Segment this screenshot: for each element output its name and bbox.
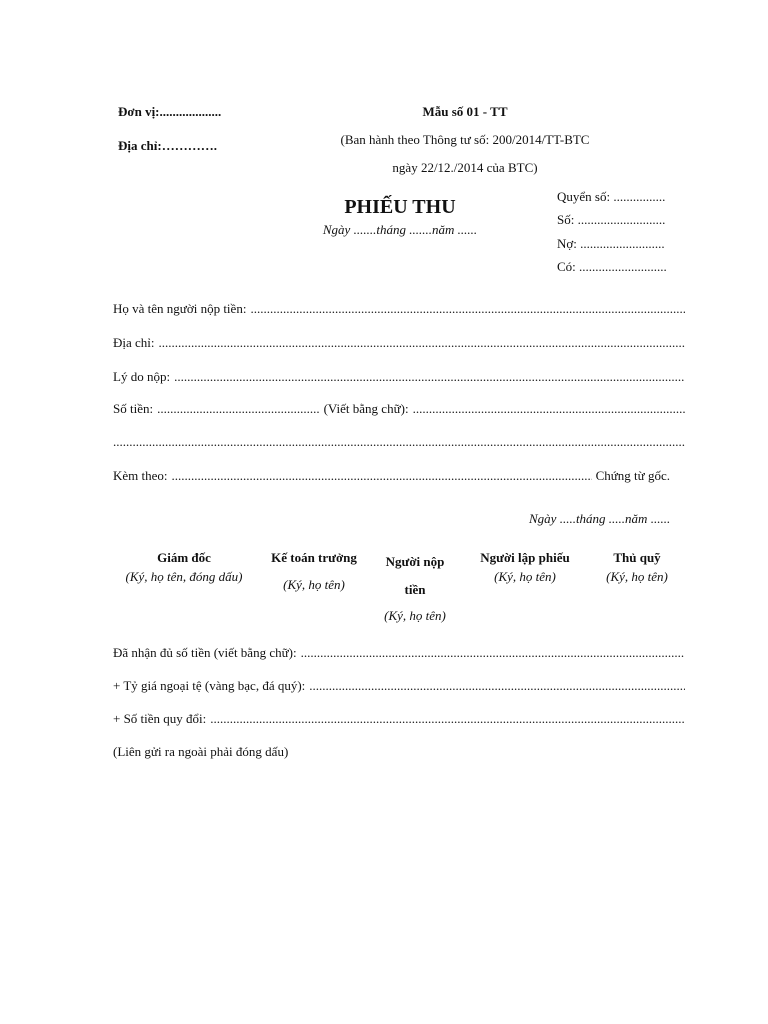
payer-name-field	[113, 301, 685, 317]
signature-director	[110, 548, 258, 586]
page-title: PHIẾU THU	[344, 196, 456, 218]
exchange-rate-dots	[309, 678, 685, 694]
signature-payer-sub: (Ký, họ tên)	[384, 608, 446, 623]
amount-continuation-dots	[113, 434, 685, 450]
issued-line-1: (Ban hành theo Thông tư số: 200/2014/TT-BTC	[340, 132, 590, 147]
signature-cashier-sub: (Ký, họ tên)	[606, 569, 668, 584]
address-field-label: Địa chỉ:	[113, 335, 155, 350]
received-label: Đã nhận đủ số tiền (viết bằng chữ):	[113, 645, 297, 660]
amount-field	[113, 401, 685, 417]
received-dots	[301, 645, 685, 661]
amount-dots: ..................................................	[157, 401, 320, 416]
address-field	[113, 335, 685, 351]
converted-amount-label: + Số tiền quy đổi:	[113, 711, 207, 726]
payer-name-dots	[250, 301, 685, 317]
attached-dots	[172, 468, 592, 484]
stamp-note: (Liên gửi ra ngoài phải đóng dấu)	[113, 744, 289, 759]
amount-label: Số tiền:	[113, 401, 154, 416]
address-dots	[159, 335, 685, 351]
amount-words-label: (Viết bằng chữ):	[323, 401, 409, 416]
signature-preparer-sub: (Ký, họ tên)	[494, 569, 556, 584]
original-docs-label: Chứng từ gốc.	[595, 468, 670, 483]
signature-preparer	[466, 548, 584, 586]
signature-cashier-title: Thủ quỹ	[613, 550, 661, 565]
debit-account: Nợ: ..........................	[557, 236, 665, 251]
exchange-rate-label: + Tỷ giá ngoại tệ (vàng bạc, đá quý):	[113, 678, 306, 693]
reason-label: Lý do nộp:	[113, 369, 171, 384]
converted-amount-field	[113, 711, 685, 727]
signature-payer-title: Người nộp tiền	[385, 554, 445, 597]
payer-name-label: Họ và tên người nộp tiền:	[113, 301, 247, 316]
credit-account: Có: ...........................	[557, 259, 667, 274]
address-label: Địa chỉ:………….	[118, 138, 217, 153]
signature-preparer-title: Người lập phiếu	[480, 550, 570, 565]
amount-continuation	[113, 434, 685, 450]
issued-line-2: ngày 22/12./2014 của BTC)	[392, 160, 538, 175]
signature-director-sub: (Ký, họ tên, đóng dấu)	[125, 569, 243, 584]
signature-director-title: Giám đốc	[157, 550, 211, 565]
converted-amount-dots	[210, 711, 685, 727]
reason-field	[113, 369, 685, 385]
form-number: Mẫu số 01 - TT	[422, 104, 508, 119]
exchange-rate-field	[113, 678, 685, 694]
voucher-number: Số: ...........................	[557, 212, 666, 227]
signature-chief-accountant-sub: (Ký, họ tên)	[283, 577, 345, 592]
signature-chief-accountant	[271, 548, 357, 594]
signature-date: Ngày .....tháng .....năm ......	[529, 511, 671, 526]
signature-cashier	[588, 548, 686, 586]
received-field	[113, 645, 685, 661]
attached-field	[113, 468, 670, 484]
signature-payer	[374, 548, 456, 630]
book-number: Quyển số: ................	[557, 189, 666, 204]
reason-dots	[174, 369, 685, 385]
amount-words-dots	[413, 401, 685, 417]
attached-label: Kèm theo:	[113, 468, 168, 483]
unit-label: Đơn vị:...................	[118, 104, 222, 119]
title-date-line: Ngày .......tháng .......năm ......	[322, 222, 478, 237]
signature-chief-accountant-title: Kế toán trưởng	[271, 550, 357, 565]
